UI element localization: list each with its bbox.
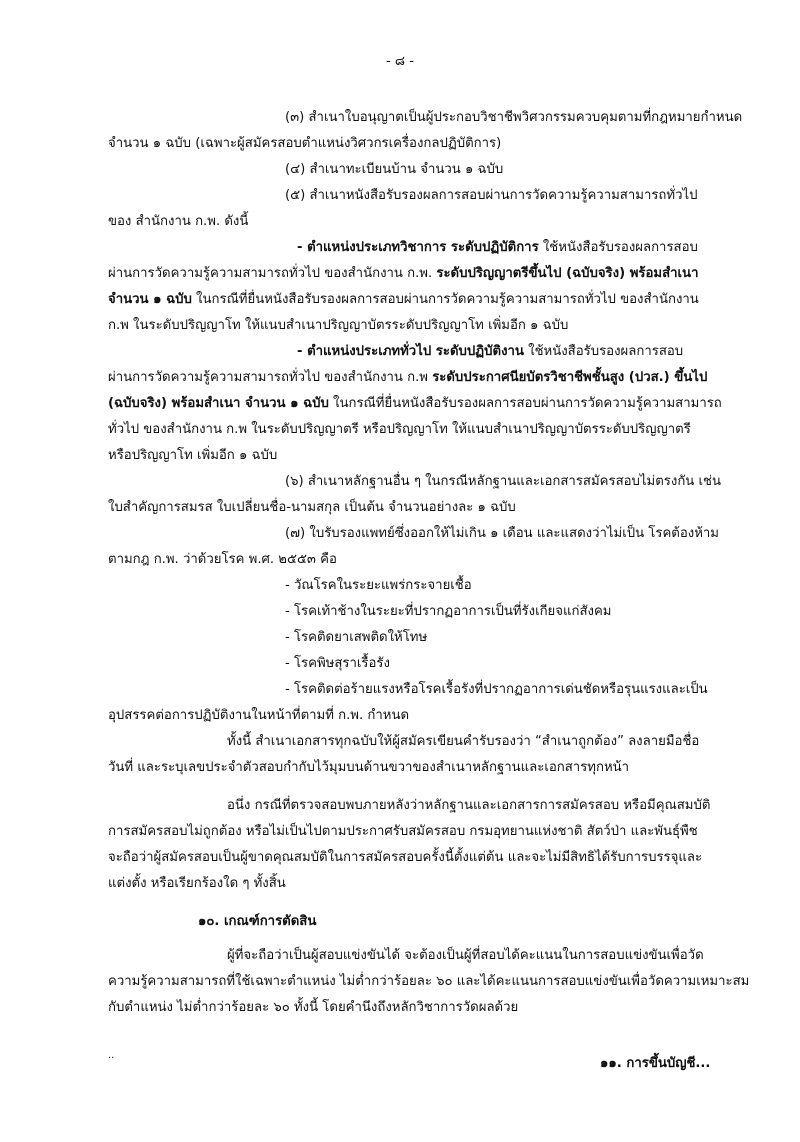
disease-item: - โรคติดต่อร้ายแรงหรือโรคเรื้อรังที่ปรากฏอาการเด่นชัดหรือรุนแรงและเป็น <box>285 682 708 697</box>
item-7-line-1: (๗) ใบรับรองแพทย์ซึ่งออกให้ไม่เกิน ๑ เดือน และแสดงว่าไม่เป็น โรคต้องห้าม <box>285 526 719 541</box>
disease-item: - โรคพิษสุราเรื้อรัง <box>285 656 390 671</box>
academic-position-line-3 <box>108 290 699 310</box>
section-10-heading: ๑๐. เกณฑ์การตัดสิน <box>198 914 317 929</box>
general-position-text-3: ในกรณีที่ยื่นหนังสือรับรองผลการสอบผ่านการวัดความรู้ความสามารถ <box>328 396 722 411</box>
academic-position-title: - ตำแหน่งประเภทวิชาการ ระดับปฏิบัติการ <box>297 240 539 255</box>
disease-item: - โรคเท้าช้างในระยะที่ปรากฏอาการเป็นที่รังเกียจแก่สังคม <box>285 604 612 619</box>
general-position-line-3 <box>108 394 722 414</box>
disqualify-paragraph-line-3: จะถือว่าผู้สมัครสอบเป็นผู้ขาดคุณสมบัติในการสมัครสอบครั้งนี้ตั้งแต่ต้น และจะไม่มีสิทธิได้รับการบรรจุและ <box>108 850 703 865</box>
academic-position-text: ใช้หนังสือรับรองผลการสอบ <box>538 240 698 255</box>
disease-item: - วัณโรคในระยะแพร่กระจายเชื้อ <box>285 578 472 593</box>
next-section-heading: ๑๑. การขึ้นบัญชี... <box>600 1056 711 1071</box>
academic-position-line-4: ก.พ ในระดับปริญญาโท ให้แนบสำเนาปริญญาบัตรระดับปริญญาโท เพิ่มอีก ๑ ฉบับ <box>108 318 569 333</box>
section-10-line-1: ผู้ที่จะถือว่าเป็นผู้สอบแข่งขันได้ จะต้องเป็นผู้ที่สอบได้คะแนนในการสอบแข่งขันเพื่อวัด <box>227 948 704 963</box>
general-position-line-2 <box>108 368 707 388</box>
disqualify-paragraph-line-2: การสมัครสอบไม่ถูกต้อง หรือไม่เป็นไปตามประกาศรับสมัครสอบ กรมอุทยานแห่งชาติ สัตว์ป่า และพันธุ์พืช <box>108 824 698 839</box>
certify-paragraph-line-1: ทั้งนี้ สำเนาเอกสารทุกฉบับให้ผู้สมัครเขียนคำรับรองว่า “สำเนาถูกต้อง” ลงลายมือชื่อ <box>227 734 700 749</box>
page-number: - ๘ - <box>385 54 415 69</box>
general-position-text: ใช้หนังสือรับรองผลการสอบ <box>523 344 684 359</box>
item-3-line-2: จำนวน ๑ ฉบับ (เฉพาะผู้สมัครสอบตำแหน่งวิศวกรเครื่องกลปฏิบัติการ) <box>108 136 502 151</box>
item-6-line-2: ใบสำคัญการสมรส ใบเปลี่ยนชื่อ-นามสกุล เป็นต้น จำนวนอย่างละ ๑ ฉบับ <box>108 500 516 515</box>
general-position-line-5: หรือปริญญาโท เพิ่มอีก ๑ ฉบับ <box>108 448 278 463</box>
academic-position-level: ระดับปริญญาตรีขึ้นไป (ฉบับจริง) พร้อมสำเนา <box>436 266 699 281</box>
item-4: (๔) สำเนาทะเบียนบ้าน จำนวน ๑ ฉบับ <box>285 162 504 177</box>
academic-position-line-1 <box>297 238 698 258</box>
section-10-line-3: กับตำแหน่ง ไม่ต่ำกว่าร้อยละ ๖๐ ทั้งนี้ โดยคำนึงถึงหลักวิชาการวัดผลด้วย <box>108 1000 519 1015</box>
general-position-line-4: ทั่วไป ของสำนักงาน ก.พ ในระดับปริญญาตรี หรือปริญญาโท ให้แนบสำเนาปริญญาบัตรระดับปริญญาตรี <box>108 422 691 437</box>
scan-mark: .. <box>108 1050 115 1061</box>
disqualify-paragraph-line-1: อนึ่ง กรณีที่ตรวจสอบพบภายหลังว่าหลักฐานและเอกสารการสมัครสอบ หรือมีคุณสมบัติ <box>227 798 711 813</box>
academic-position-line-2 <box>108 264 698 284</box>
item-5-line-2: ของ สำนักงาน ก.พ. ดังนี้ <box>108 214 249 229</box>
certify-paragraph-line-2: วันที่ และระบุเลขประจำตัวสอบกำกับไว้มุมบนด้านขวาของสำเนาหลักฐานและเอกสารทุกหน้า <box>108 760 630 775</box>
item-3-line-1: (๓) สำเนาใบอนุญาตเป็นผู้ประกอบวิชาชีพวิศวกรรมควบคุมตามที่กฎหมายกำหนด <box>285 110 743 125</box>
academic-position-text-2: ผ่านการวัดความรู้ความสามารถทั่วไป ของสำนักงาน ก.พ. <box>108 266 437 281</box>
section-10-line-2: ความรู้ความสามารถที่ใช้เฉพาะตำแหน่ง ไม่ต่ำกว่าร้อยละ ๖๐ และได้คะแนนการสอบแข่งขันเพื่อวัดความเหมาะสม <box>108 974 750 989</box>
disease-item: - โรคติดยาเสพติดให้โทษ <box>285 630 428 645</box>
general-position-line-1 <box>297 342 683 362</box>
item-6-line-1: (๖) สำเนาหลักฐานอื่น ๆ ในกรณีหลักฐานและเอกสารสมัครสอบไม่ตรงกัน เช่น <box>285 474 721 489</box>
disqualify-paragraph-line-4: แต่งตั้ง หรือเรียกร้องใด ๆ ทั้งสิ้น <box>108 876 286 891</box>
academic-position-copies: จำนวน ๑ ฉบับ <box>108 292 192 307</box>
general-position-copies: (ฉบับจริง) พร้อมสำเนา จำนวน ๑ ฉบับ <box>108 396 329 411</box>
general-position-level: ระดับประกาศนียบัตรวิชาชีพชั้นสูง (ปวส.) ขึ้นไป <box>432 370 708 385</box>
item-5-line-1: (๕) สำเนาหนังสือรับรองผลการสอบผ่านการวัดความรู้ความสามารถทั่วไป <box>285 188 698 203</box>
academic-position-text-3: ในกรณีที่ยื่นหนังสือรับรองผลการสอบผ่านการวัดความรู้ความสามารถทั่วไป ของสำนักงาน <box>191 292 699 307</box>
item-7-line-2: ตามกฎ ก.พ. ว่าด้วยโรค พ.ศ. ๒๕๕๓ คือ <box>108 552 337 567</box>
general-position-text-2: ผ่านการวัดความรู้ความสามารถทั่วไป ของสำนักงาน ก.พ <box>108 370 433 385</box>
disease-item-continued: อุปสรรคต่อการปฏิบัติงานในหน้าที่ตามที่ ก.พ. กำหนด <box>108 708 410 723</box>
general-position-title: - ตำแหน่งประเภททั่วไป ระดับปฏิบัติงาน <box>297 344 524 359</box>
